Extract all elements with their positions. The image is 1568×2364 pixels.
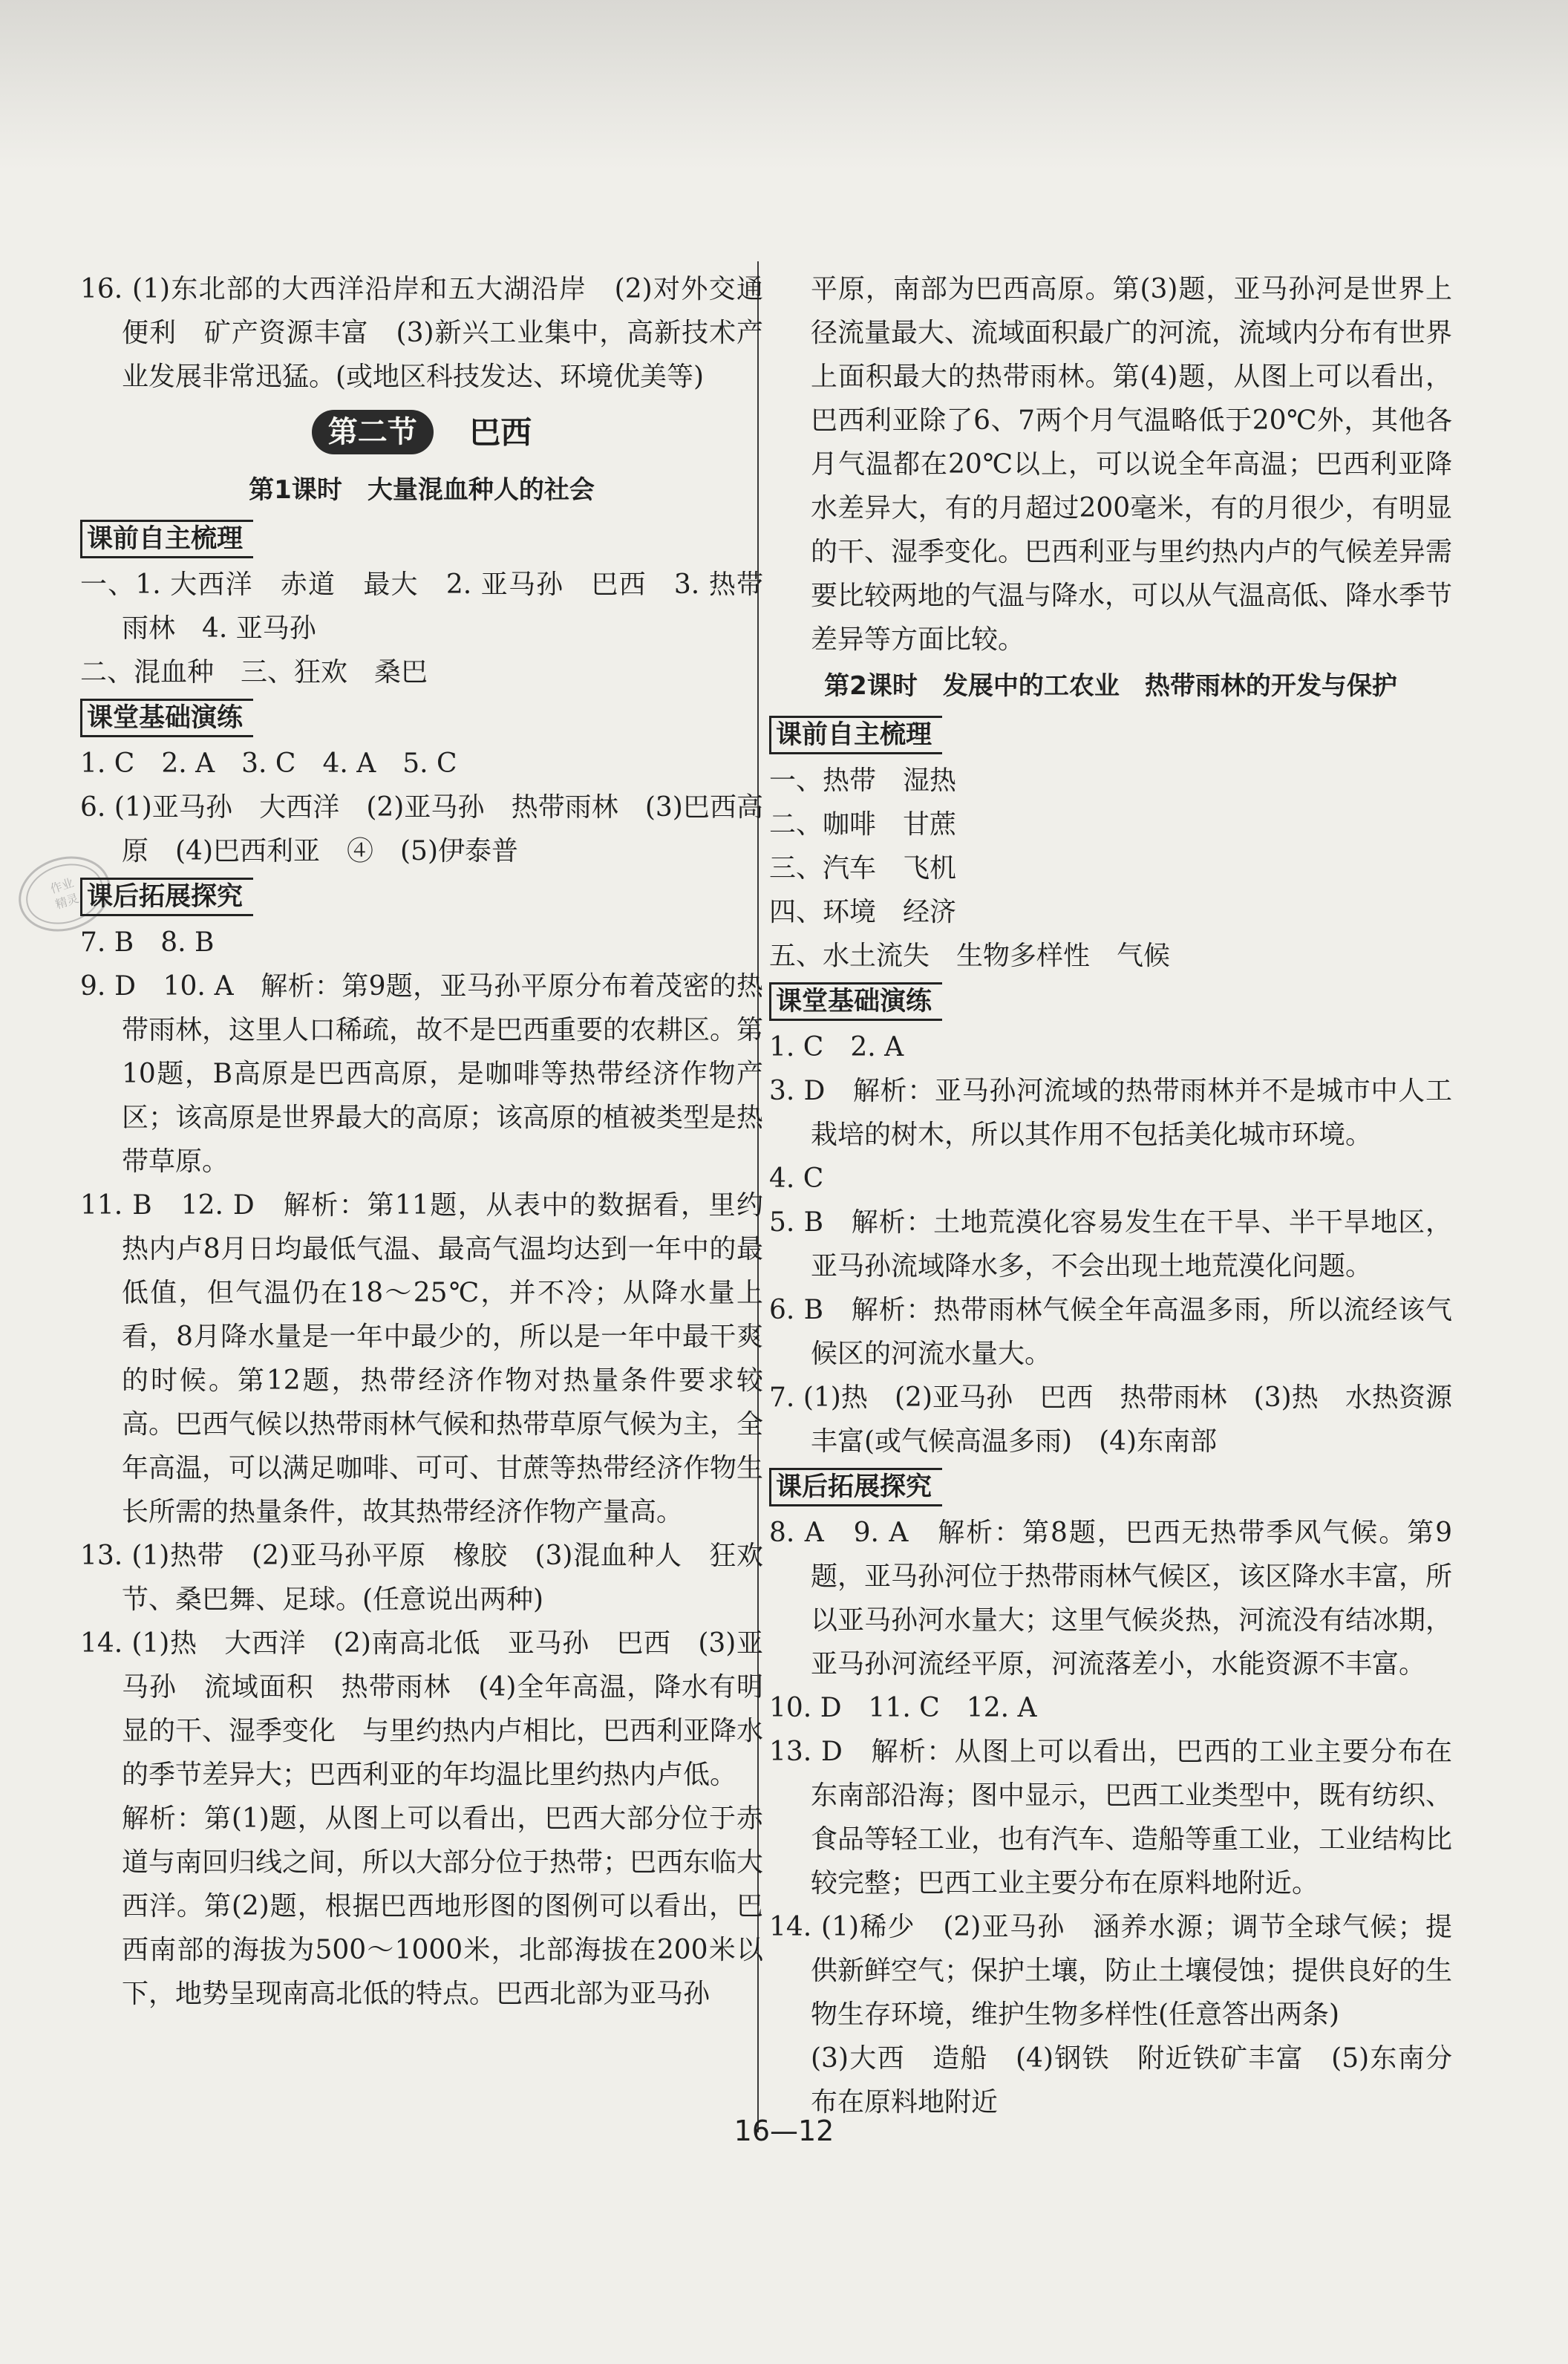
answer-line: 14. (1)热 大西洋 (2)南高北低 亚马孙 巴西 (3)亚马孙 流域面积 热带雨林 (4)全年高温，降水有明显的干、湿季变化 与里约热内卢相比，巴西利亚降水的季节差异大；巴西利亚的年均温比里约热内卢低。: [80, 1628, 764, 1790]
section-name: 巴西: [469, 414, 532, 451]
answer-line: 3. D 解析：亚马孙河流域的热带雨林并不是城市中人工栽培的树木，所以其作用不包括美化城市环境。: [769, 1076, 1452, 1150]
answer-line: 五、水土流失 生物多样性 气候: [769, 941, 1171, 971]
answer-line: 11. B 12. D 解析：第11题，从表中的数据看，里约热内卢8月日均最低气温、最高气温均达到一年中的最低值，但气温仍在18～25℃，并不冷；从降水量上看，8月降水量是一年中最少的，所以是一年中最干爽的时候。第12题，热带经济作物对热量条件要求较高。巴西气候以热带雨林气候和热带草原气候为主，全年高温，可以满足咖啡、可可、甘蔗等热带经济作物生长所需的热量条件，故其热带经济作物产量高。: [80, 1190, 764, 1527]
answer-line: 14. (1)稀少 (2)亚马孙 涵养水源；调节全球气候；提供新鲜空气；保护土壤，防止土壤侵蚀；提供良好的生物生存环境，维护生物多样性(任意答出两条): [769, 1912, 1453, 2030]
analysis-continued: 平原，南部为巴西高原。第(3)题，亚马孙河是世界上径流量最大、流域面积最广的河流，流域内分布有世界上面积最大的热带雨林。第(4)题，从图上可以看出，巴西利亚除了6、7两个月气温略低于20℃外，其他各月气温都在20℃以上，可以说全年高温；巴西利亚降水差异大，有的月超过200毫米，有的月很少，有明显的干、湿季变化。巴西利亚与里约热内卢的气候差异需要比较两地的气温与降水，可以从气温高低、降水季节差异等方面比较。: [811, 274, 1453, 655]
answer-16: 16. (1)东北部的大西洋沿岸和五大湖沿岸 (2)对外交通便利 矿产资源丰富 (3)新兴工业集中，高新技术产业发展非常迅猛。(或地区科技发达、环境优美等): [80, 274, 763, 392]
heading-practice: 课堂基础演练: [769, 982, 942, 1021]
left-column: [80, 267, 763, 2016]
top-shadow: [0, 0, 1568, 171]
section-badge: 第二节: [312, 410, 434, 454]
heading-extension: 课后拓展探究: [80, 878, 253, 916]
answer-line: 8. A 9. A 解析：第8题，巴西无热带季风气候。第9题，亚马孙河位于热带雨林气候区，该区降水丰富，所以亚马孙河水量大；这里气候炎热，河流没有结冰期，亚马孙河流经平原，河流落差小，水能资源不丰富。: [769, 1518, 1453, 1679]
heading-preview: 课前自主梳理: [769, 716, 942, 754]
answer-line: 1. C 2. A 3. C 4. A 5. C: [80, 748, 457, 779]
answer-line: 1. C 2. A: [769, 1032, 904, 1062]
answer-line: 一、热带 湿热: [769, 765, 957, 796]
answer-line: 一、1. 大西洋 赤道 最大 2. 亚马孙 巴西 3. 热带雨林 4. 亚马孙: [80, 569, 763, 644]
heading-extension: 课后拓展探究: [769, 1468, 942, 1506]
answer-line: (3)大西 造船 (4)钢铁 附近铁矿丰富 (5)东南分布在原料地附近: [811, 2043, 1452, 2118]
lesson-1-title: 第1课时 大量混血种人的社会: [249, 475, 595, 505]
answer-line: 5. B 解析：土地荒漠化容易发生在干旱、半干旱地区，亚马孙流域降水多，不会出现土地荒漠化问题。: [769, 1207, 1452, 1281]
answer-line: 三、汽车 飞机: [769, 853, 957, 884]
answer-line: 10. D 11. C 12. A: [769, 1693, 1037, 1723]
answer-line: 9. D 10. A 解析：第9题，亚马孙平原分布着茂密的热带雨林，这里人口稀疏，故不是巴西重要的农耕区。第10题，B高原是巴西高原，是咖啡等热带经济作物产区；该高原是世界最大的高原；该高原的植被类型是热带草原。: [80, 971, 764, 1177]
answer-line: 四、环境 经济: [769, 897, 957, 927]
answer-line: 6. B 解析：热带雨林气候全年高温多雨，所以流经该气候区的河流水量大。: [769, 1295, 1452, 1369]
heading-preview: 课前自主梳理: [80, 520, 253, 558]
answer-line: 6. (1)亚马孙 大西洋 (2)亚马孙 热带雨林 (3)巴西高原 (4)巴西利亚 ④ (5)伊泰普: [80, 792, 763, 866]
svg-text:精灵: 精灵: [53, 891, 81, 912]
section-heading: [80, 409, 763, 464]
svg-text:作业: 作业: [48, 875, 76, 897]
answer-line: 7. B 8. B: [80, 927, 215, 958]
right-column: [769, 267, 1452, 2124]
answer-line: 7. (1)热 (2)亚马孙 巴西 热带雨林 (3)热 水热资源丰富(或气候高温多雨) (4)东南部: [769, 1382, 1452, 1457]
lesson-2-title: 第2课时 发展中的工农业 热带雨林的开发与保护: [824, 671, 1397, 701]
heading-practice: 课堂基础演练: [80, 699, 253, 737]
page-number: 16—12: [734, 2115, 834, 2147]
answer-line: 13. D 解析：从图上可以看出，巴西的工业主要分布在东南部沿海；图中显示，巴西工业类型中，既有纺织、食品等轻工业，也有汽车、造船等重工业，工业结构比较完整；巴西工业主要分布在原料地附近。: [769, 1737, 1453, 1898]
answer-line: 13. (1)热带 (2)亚马孙平原 橡胶 (3)混血种人 狂欢节、桑巴舞、足球。(任意说出两种): [80, 1541, 763, 1615]
answer-line: 4. C: [769, 1163, 824, 1194]
answer-line: 二、咖啡 甘蔗: [769, 809, 957, 840]
analysis-text: 解析：第(1)题，从图上可以看出，巴西大部分位于赤道与南回归线之间，所以大部分位于热带；巴西东临大西洋。第(2)题，根据巴西地形图的图例可以看出，巴西南部的海拔为500～1000米，北部海拔在200米以下，地势呈现南高北低的特点。巴西北部为亚马孙: [122, 1803, 764, 2009]
answer-line: 二、混血种 三、狂欢 桑巴: [80, 657, 428, 688]
